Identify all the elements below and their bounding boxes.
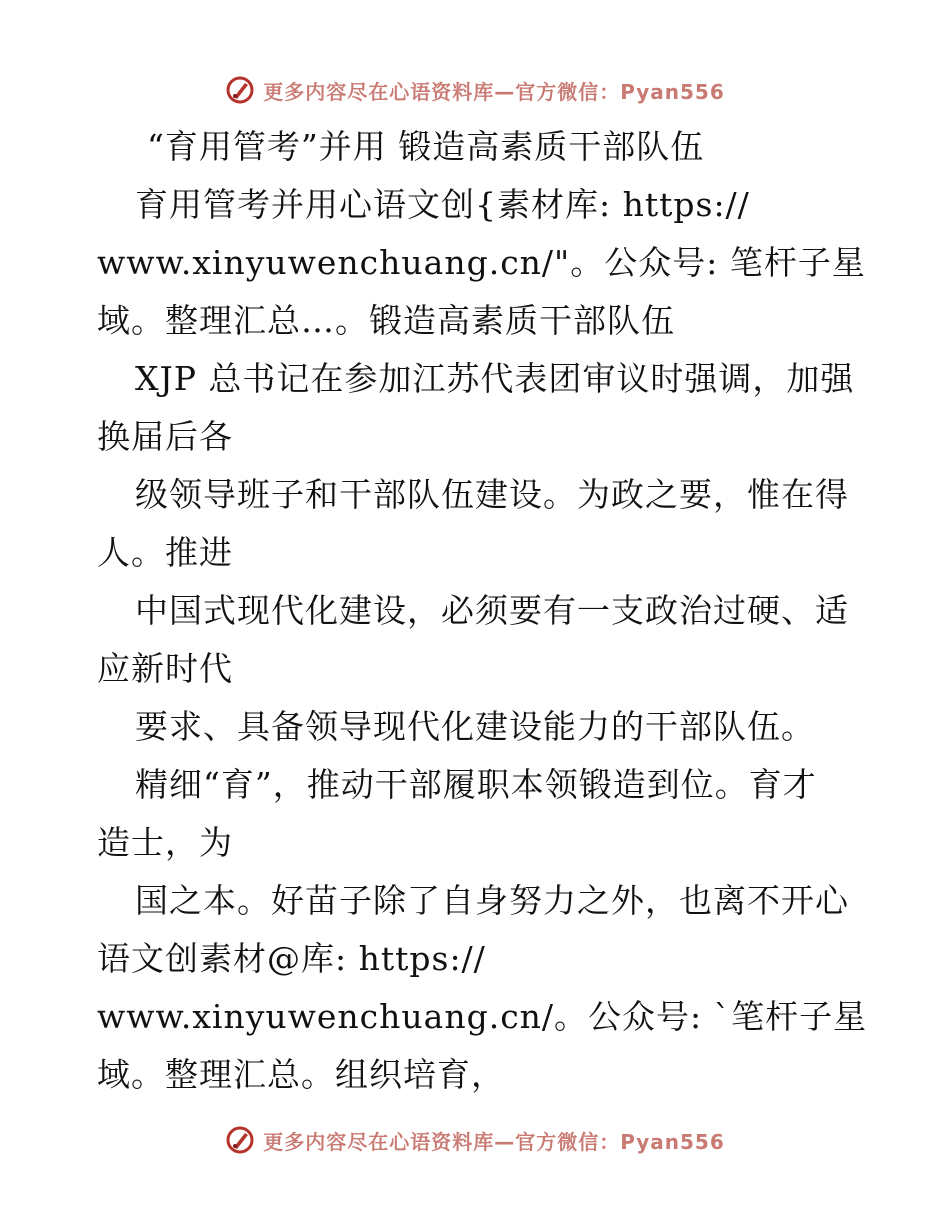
text-line: 造士，为	[97, 823, 233, 862]
text-line: 语文创素材@库: https://	[97, 939, 486, 978]
text-line: 应新时代	[97, 649, 233, 688]
text-line: 域。整理汇总…。锻造高素质干部队伍	[97, 301, 675, 340]
text-line: www.xinyuwenchuang.cn/。公众号: `笔杆子星	[97, 997, 868, 1036]
document-body	[97, 118, 868, 1104]
watermark-text: 更多内容尽在心语资料库—官方微信：Pyan556	[263, 79, 725, 104]
watermark-text: 更多内容尽在心语资料库—官方微信：Pyan556	[263, 1129, 725, 1154]
brush-logo-icon	[225, 75, 255, 105]
text-line: 国之本。好苗子除了自身努力之外，也离不开心	[135, 881, 849, 920]
text-line: 人。推进	[97, 533, 233, 572]
document-title: “育用管考”并用 锻造高素质干部队伍	[147, 127, 705, 166]
text-line: 育用管考并用心语文创{素材库: https://	[135, 185, 750, 224]
text-line: www.xinyuwenchuang.cn/"。公众号: 笔杆子星	[97, 243, 866, 282]
header-watermark-banner	[0, 70, 950, 110]
text-line: 域。整理汇总。组织培育，	[97, 1055, 505, 1094]
footer-watermark-banner	[0, 1120, 950, 1160]
text-line: 级领导班子和干部队伍建设。为政之要，惟在得	[135, 475, 849, 514]
text-line: 要求、具备领导现代化建设能力的干部队伍。	[135, 707, 815, 746]
text-line: 中国式现代化建设，必须要有一支政治过硬、适	[135, 591, 849, 630]
brush-logo-icon	[225, 1125, 255, 1155]
text-line: 精细“育”，推动干部履职本领锻造到位。育才	[135, 765, 817, 804]
text-line: XJP 总书记在参加江苏代表团审议时强调，加强	[135, 359, 855, 398]
text-line: 换届后各	[97, 417, 233, 456]
